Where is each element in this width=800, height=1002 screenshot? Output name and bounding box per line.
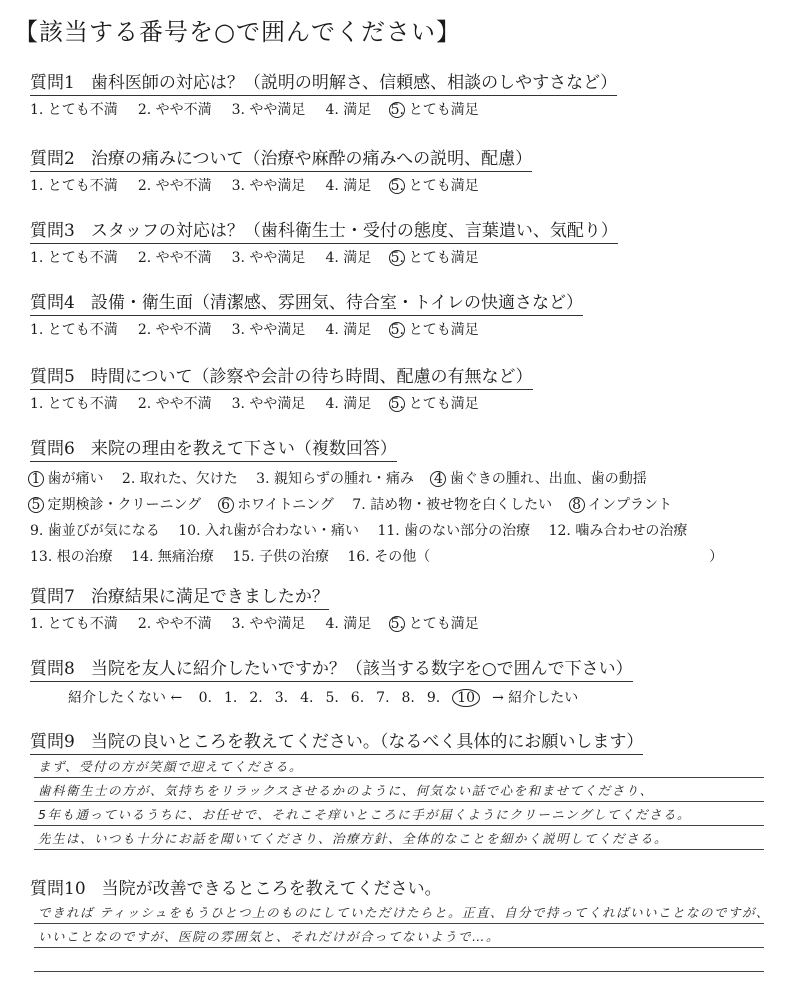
option-13[interactable]: 13. 根の治療 <box>30 549 113 565</box>
option-15[interactable]: 15. 子供の治療 <box>232 549 330 565</box>
question-text: 歯科医師の対応は？（説明の明解さ、信頼感、相談のしやすさなど） <box>90 73 618 93</box>
q9-answer-area[interactable] <box>34 754 764 850</box>
rating-option-3[interactable]: 3. やや満足 <box>231 322 306 338</box>
question-text: 治療の痛みについて（治療や麻酔の痛みへの説明、配慮） <box>90 149 533 169</box>
question-number: 質問1 <box>30 73 75 93</box>
rating-option-5-selected[interactable]: 5. とても満足 <box>390 322 479 338</box>
scale-3[interactable]: 3. <box>274 690 289 706</box>
question-text: 当院が改善できるところを教えてください。 <box>101 879 442 899</box>
option-2[interactable]: 2. 取れた、欠けた <box>121 471 238 487</box>
rating-options <box>30 393 780 413</box>
question-number: 質問9 <box>30 732 75 752</box>
question-3 <box>30 216 780 267</box>
question-number: 質問4 <box>30 293 75 313</box>
rating-option-3[interactable]: 3. やや満足 <box>231 616 306 632</box>
rating-option-4[interactable]: 4. 満足 <box>325 102 372 118</box>
question-2 <box>30 144 780 195</box>
question-number: 質問5 <box>30 367 75 387</box>
rating-option-1[interactable]: 1. とても不満 <box>30 102 118 118</box>
scale-1[interactable]: 1. <box>224 690 238 706</box>
question-title <box>30 874 442 901</box>
option-row-3 <box>30 520 780 540</box>
question-text: 当院の良いところを教えてください。（なるべく具体的にお願いします） <box>90 732 644 752</box>
question-title <box>30 144 532 172</box>
option-5-selected[interactable]: 5 定期検診・クリーニング <box>30 494 201 514</box>
question-9 <box>30 727 780 755</box>
question-text: 治療結果に満足できましたか？ <box>90 587 329 607</box>
scale-left-label: 紹介したくない ← <box>68 690 183 706</box>
question-title <box>30 727 643 755</box>
rating-option-5-selected[interactable]: 5. とても満足 <box>390 396 479 412</box>
question-number: 質問8 <box>30 659 75 679</box>
scale-right-label: → 紹介したい <box>492 690 579 706</box>
question-number: 質問10 <box>30 879 86 899</box>
question-number: 質問6 <box>30 439 75 459</box>
option-4-selected[interactable]: 4 歯ぐきの腫れ、出血、歯の動揺 <box>432 468 646 488</box>
question-title <box>30 582 329 610</box>
close-paren: ） <box>709 549 724 565</box>
option-6-selected[interactable]: 6 ホワイトニング <box>220 494 334 514</box>
option-10[interactable]: 10. 入れ歯が合わない・痛い <box>178 523 359 539</box>
option-16-other[interactable]: 16. その他（ <box>347 549 431 565</box>
rating-option-4[interactable]: 4. 満足 <box>325 322 372 338</box>
question-10 <box>30 874 780 901</box>
recommend-scale <box>30 687 780 707</box>
option-8-selected[interactable]: 8 インプラント <box>571 494 672 514</box>
question-title <box>30 654 633 682</box>
rating-option-4[interactable]: 4. 満足 <box>325 250 372 266</box>
rating-option-2[interactable]: 2. やや不満 <box>137 322 212 338</box>
option-row-4 <box>30 546 780 566</box>
option-1-selected[interactable]: 1 歯が痛い <box>30 468 103 488</box>
rating-option-5-selected[interactable]: 5. とても満足 <box>390 178 479 194</box>
rating-option-5-selected[interactable]: 5. とても満足 <box>390 102 479 118</box>
rating-option-1[interactable]: 1. とても不満 <box>30 322 118 338</box>
q9-answer-line-1: まず、受付の方が笑顔で迎えてくださる。 <box>38 759 304 774</box>
question-title <box>30 68 617 96</box>
question-text: 当院を友人に紹介したいですか？（該当する数字を○で囲んで下さい） <box>90 659 633 679</box>
rating-option-1[interactable]: 1. とても不満 <box>30 250 118 266</box>
rating-option-3[interactable]: 3. やや満足 <box>231 178 306 194</box>
option-row-1 <box>30 468 780 488</box>
option-7[interactable]: 7. 詰め物・被せ物を白くしたい <box>352 497 553 513</box>
q9-answer-line-2: 歯科衛生士の方が、気持ちをリラックスさせるかのように、何気ない話で心を和ませてくださり、 <box>38 783 654 798</box>
question-title <box>30 216 618 244</box>
q9-answer-line-4: 先生は、いつも十分にお話を聞いてくださり、治療方針、全体的なことを細かく説明してくださる。 <box>38 831 669 846</box>
rating-option-4[interactable]: 4. 満足 <box>325 396 372 412</box>
option-9[interactable]: 9. 歯並びが気になる <box>30 523 160 539</box>
question-1 <box>30 68 780 119</box>
question-number: 質問7 <box>30 587 75 607</box>
question-text: スタッフの対応は？（歯科衛生士・受付の態度、言葉遣い、気配り） <box>90 221 618 241</box>
q10-answer-line-1: できれば ティッシュをもうひとつ上のものにしていただけたらと。正直、自分で持ってくればいいことなのですが、 <box>38 905 770 920</box>
rating-options <box>30 613 780 633</box>
question-text: 時間について（診察や会計の待ち時間、配慮の有無など） <box>90 367 533 387</box>
instruction-header: 【該当する番号を○で囲んでください】 <box>14 18 461 46</box>
question-7 <box>30 582 780 633</box>
q10-answer-line-2: いいことなのですが、医院の雰囲気と、それだけが合ってないようで…。 <box>38 929 501 944</box>
question-title <box>30 288 583 316</box>
rating-option-2[interactable]: 2. やや不満 <box>137 250 212 266</box>
rating-option-5-selected[interactable]: 5. とても満足 <box>390 616 479 632</box>
scale-0[interactable]: 0. <box>198 690 212 706</box>
scale-6[interactable]: 6. <box>350 690 365 706</box>
option-3[interactable]: 3. 親知らずの腫れ・痛み <box>256 471 414 487</box>
rating-option-3[interactable]: 3. やや満足 <box>231 250 306 266</box>
scale-4[interactable]: 4. <box>300 690 314 706</box>
question-8 <box>30 654 780 707</box>
question-text: 来院の理由を教えて下さい（複数回答） <box>90 439 397 459</box>
rating-option-2[interactable]: 2. やや不満 <box>137 102 212 118</box>
q9-answer-line-3: 5年も通っているうちに、お任せで、それこそ痒いところに手が届くようにクリーニングしてくださる。 <box>38 807 691 822</box>
question-title <box>30 434 397 462</box>
rating-option-2[interactable]: 2. やや不満 <box>137 178 212 194</box>
rating-option-1[interactable]: 1. とても不満 <box>30 178 118 194</box>
question-number: 質問2 <box>30 149 75 169</box>
rating-option-1[interactable]: 1. とても不満 <box>30 616 118 632</box>
question-title <box>30 362 533 390</box>
question-number: 質問3 <box>30 221 75 241</box>
rating-option-4[interactable]: 4. 満足 <box>325 616 372 632</box>
rating-options <box>30 99 780 119</box>
scale-7[interactable]: 7. <box>376 690 390 706</box>
scale-8[interactable]: 8. <box>401 690 415 706</box>
scale-10-selected[interactable]: 10 <box>452 689 480 707</box>
q10-answer-area[interactable] <box>34 900 770 972</box>
rating-options <box>30 247 780 267</box>
rating-options <box>30 319 780 339</box>
question-6 <box>30 434 780 566</box>
question-text: 設備・衛生面（清潔感、雰囲気、待合室・トイレの快適さなど） <box>90 293 583 313</box>
rating-option-3[interactable]: 3. やや満足 <box>231 102 306 118</box>
question-5 <box>30 362 780 413</box>
rating-option-5-selected[interactable]: 5. とても満足 <box>390 250 479 266</box>
rating-option-4[interactable]: 4. 満足 <box>325 178 372 194</box>
rating-option-2[interactable]: 2. やや不満 <box>137 396 212 412</box>
option-11[interactable]: 11. 歯のない部分の治療 <box>377 523 531 539</box>
rating-option-3[interactable]: 3. やや満足 <box>231 396 306 412</box>
question-4 <box>30 288 780 339</box>
scale-2[interactable]: 2. <box>249 690 263 706</box>
option-12[interactable]: 12. 噛み合わせの治療 <box>548 523 688 539</box>
scale-9[interactable]: 9. <box>426 690 441 706</box>
scale-5[interactable]: 5. <box>325 690 339 706</box>
rating-option-1[interactable]: 1. とても不満 <box>30 396 118 412</box>
option-row-2 <box>30 494 780 514</box>
option-14[interactable]: 14. 無痛治療 <box>131 549 214 565</box>
rating-options <box>30 175 780 195</box>
rating-option-2[interactable]: 2. やや不満 <box>137 616 212 632</box>
